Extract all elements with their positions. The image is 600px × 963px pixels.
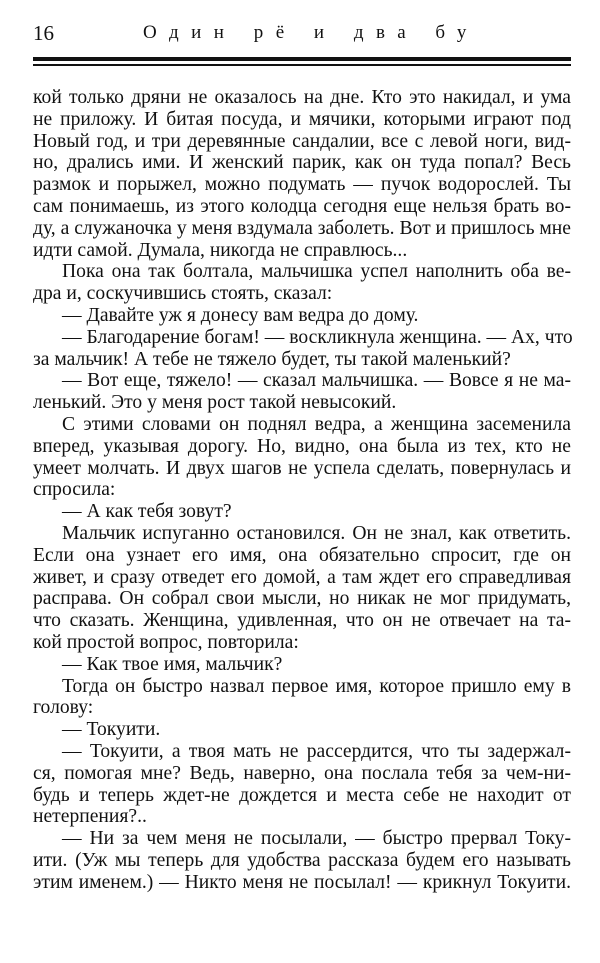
text-line: умеет молчать. И двух шагов не успела сделать, повернулась и [33,457,571,479]
text-line: кой простой вопрос, повторила: [33,631,299,653]
body-text [33,87,571,893]
text-line: сам понимаешь, из этого колодца сегодня еще нельзя брать во- [33,195,571,217]
text-line: этим именем.) — Никто меня не посылал! — крикнул Токуити. [33,871,571,893]
text-line: Новый год, и три деревянные сандалии, все с левой ноги, вид- [33,130,571,152]
text-line: идти самой. Думала, никогда не справлюсь... [33,239,408,261]
text-line: кой только дряни не оказалось на дне. Кто это накидал, и ума [33,87,571,108]
text-line: что сказать. Женщина, удивленная, что он не отвечает на та- [33,610,571,632]
text-line: дра и, соскучившись стоять, сказал: [33,283,333,305]
page-number: 16 [33,21,54,45]
text-line: — Токуити. [62,719,161,741]
text-line: Мальчик испуганно остановился. Он не знал, как ответить. [62,522,571,544]
text-line: нетерпения?.. [33,806,147,828]
text-line: будь и теперь ждет-не дождется и места себе не находит от [33,784,571,806]
text-line: ду, а служаночка у меня вздумала заболеть. Вот и пришлось мне [33,217,571,239]
text-line: — Ни за чем меня не посылали, — быстро прервал Току- [62,828,571,850]
text-line: не приложу. И битая посуда, и мячики, которыми играют под [33,108,571,130]
text-line: Пока она так болтала, мальчишка успел наполнить оба ве- [62,261,571,283]
text-line: — Давайте уж я донесу вам ведра до дому. [62,304,419,326]
running-title: Один рё и два бу [143,22,479,43]
text-line: ленький. Это у меня рост такой невысокий. [33,392,397,414]
text-line: вперед, указывая дорогу. Но, видно, она была из тех, кто не [33,435,571,457]
text-line: за мальчик! А тебе не тяжело будет, ты такой маленький? [33,348,511,370]
text-line: ся, помогая мне? Ведь, наверно, она послала тебя за чем-ни- [33,762,571,784]
text-line: Если она узнает его имя, она обязательно спросит, где он [33,544,571,566]
text-line: — Как твое имя, мальчик? [62,653,283,675]
text-line: расправа. Он собрал свои мысли, но никак не мог придумать, [33,588,571,610]
header-rule-thin [33,64,571,66]
header-rule-thick [33,57,571,61]
text-line: — Токуити, а твоя мать не рассердится, что ты задержал- [62,740,571,762]
text-line: — Благодарение богам! — воскликнула женщина. — Ах, что [62,326,573,348]
text-line: размок и порыжел, можно подумать — пучок водорослей. Ты [33,174,571,196]
text-line: голову: [33,697,94,719]
text-line: спросила: [33,479,116,501]
text-line: С этими словами он поднял ведра, а женщина засеменила [62,413,571,435]
text-line: но, дрались ими. И женский парик, как он туда попал? Весь [33,152,571,174]
text-line: — А как тебя зовут? [62,501,232,523]
text-line: ити. (Уж мы теперь для удобства рассказа будем его называть [33,849,571,871]
text-line: — Вот еще, тяжело! — сказал мальчишка. — Вовсе я не ма- [62,370,571,392]
text-line: живет, и сразу отведет его домой, а там ждет его справедливая [33,566,571,588]
text-line: Тогда он быстро назвал первое имя, которое пришло ему в [62,675,571,697]
